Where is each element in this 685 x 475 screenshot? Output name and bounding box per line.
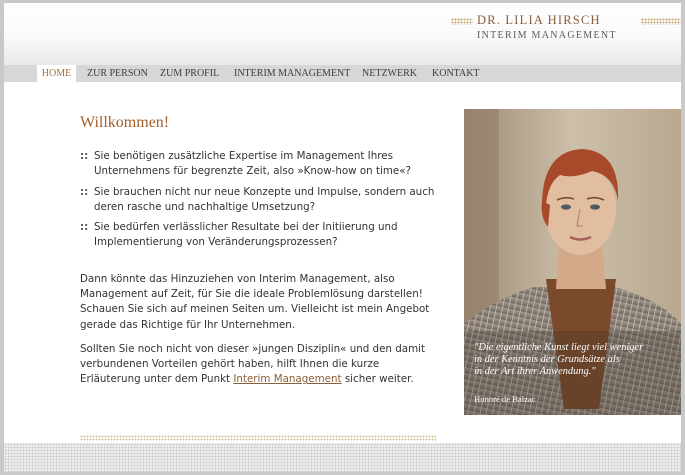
info-paragraph-text: Sollten Sie noch nicht von dieser »jungen Disziplin« und den damit verbundenen Vorteilen gehört haben, hilft Ihnen die kurze Erläuterung unter dem Punkt	[80, 343, 426, 386]
list-item-text: Sie bedürfen verlässlicher Resultate bei der Initiierung und Implementierung von Veränderungsprozessen?	[94, 221, 398, 248]
logo-name: DR. LILIA HIRSCH	[477, 13, 601, 27]
nav-item-zum-profil[interactable]: ZUM PROFIL	[160, 68, 220, 79]
quote-author: Honoré de Balzac	[474, 394, 536, 404]
header	[4, 3, 681, 65]
bullet-marker: ::	[80, 150, 89, 162]
logo-dots-left	[451, 18, 473, 25]
question-list	[80, 149, 440, 256]
logo-subtitle: INTERIM MANAGEMENT	[477, 30, 617, 41]
footer-band	[4, 443, 681, 472]
logo[interactable]	[451, 11, 681, 51]
logo-dots-right	[641, 18, 681, 25]
list-item	[80, 149, 440, 179]
page-frame	[4, 3, 681, 472]
content-divider	[80, 435, 436, 441]
info-paragraph	[80, 342, 440, 388]
nav-item-interim-management[interactable]: INTERIM MANAGEMENT	[234, 68, 351, 79]
nav-item-zur-person[interactable]: ZUR PERSON	[87, 68, 148, 79]
portrait-photo	[464, 109, 681, 415]
bullet-marker: ::	[80, 185, 89, 198]
interim-management-link[interactable]: Interim Management	[233, 373, 342, 386]
bullet-marker: ::	[80, 221, 89, 233]
quote-text	[474, 342, 679, 379]
nav-item-kontakt[interactable]: KONTAKT	[432, 68, 480, 79]
quote-line: in der Kenntnis der Grundsätze als	[474, 354, 620, 366]
quote-line: in der Art ihrer Anwendung."	[474, 366, 596, 378]
intro-paragraph: Dann könnte das Hinzuziehen von Interim Management, also Management auf Zeit, für Sie die ideale Problemlösung darstellen! Schauen Sie sich auf meinen Seiten um. Vielleicht ist mein Angebot gerade das Richtige für Ihr Unternehmen.	[80, 273, 430, 331]
list-item-text: Sie brauchen nicht nur neue Konzepte und Impulse, sondern auch deren rasche und nachhaltige Umsetzung?	[94, 185, 435, 213]
list-item	[80, 220, 440, 250]
quote-line: "Die eigentliche Kunst liegt viel weniger	[474, 342, 644, 353]
nav-item-home[interactable]: HOME	[37, 65, 76, 82]
page-title: Willkommen!	[80, 114, 170, 131]
main-navigation	[4, 65, 681, 82]
list-item	[80, 185, 440, 215]
list-item-text: Sie benötigen zusätzliche Expertise im Management Ihres Unternehmens für begrenzte Zeit, also »Know-how on time«?	[94, 150, 411, 177]
nav-item-netzwerk[interactable]: NETZWERK	[362, 68, 417, 79]
info-paragraph-end: sicher weiter.	[341, 373, 414, 386]
